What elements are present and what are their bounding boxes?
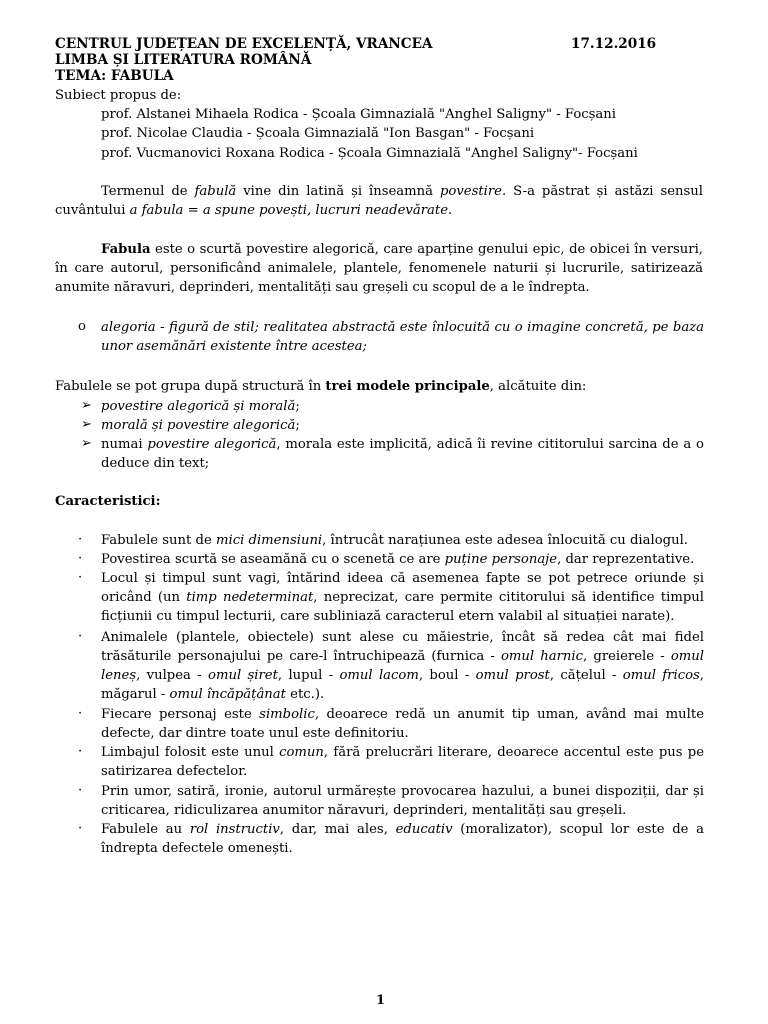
dot-bullet-icon: ·: [78, 629, 83, 644]
arrow-bullet-icon: ➢: [81, 398, 93, 413]
header-institution: CENTRUL JUDEȚEAN DE EXCELENȚĂ, VRANCEA: [55, 36, 433, 52]
dot-bullet-icon: ·: [78, 783, 83, 798]
author-3: prof. Vucmanovici Roxana Rodica - Școala Gimnazială "Anghel Saligny"- Focșani: [101, 146, 638, 161]
dot-bullet-icon: ·: [78, 570, 83, 585]
author-1: prof. Alstanei Mihaela Rodica - Școala Gimnazială "Anghel Saligny" - Focșani: [101, 107, 616, 122]
authors-intro: Subiect propus de:: [55, 88, 182, 103]
header-subject: LIMBA ȘI LITERATURA ROMÂNĂ: [55, 52, 312, 68]
paragraph-fabula-term: Termenul de fabulă vine din latină și înseamnă povestire. S-a păstrat și astăzi sensul cuvântului a fabula = a spune povești, lucruri neadevărate.: [55, 184, 704, 218]
section-title-caracteristici: Caracteristici:: [55, 494, 161, 509]
dot-bullet-icon: ·: [78, 821, 83, 836]
arrow-bullet-icon: ➢: [81, 417, 93, 432]
dot-bullet-icon: ·: [78, 744, 83, 759]
page-number: 1: [376, 993, 386, 1008]
paragraph-fabula-definition: Fabula este o scurtă povestire alegorică, care aparține genului epic, de obicei în versuri, în care autorul, personificând animalele, plantele, fenomenele naturii și lucrurile, satirizează anumite năravuri, deprinderi, mentalități sau greșeli cu scopul de a le îndrepta.: [55, 242, 703, 295]
arrow-bullet-icon: ➢: [81, 436, 93, 451]
header-theme: TEMA: FABULA: [55, 68, 174, 84]
models-intro: Fabulele se pot grupa după structură în trei modele principale, alcătuite din:: [55, 379, 587, 394]
dot-bullet-icon: ·: [78, 706, 83, 721]
header-date: 17.12.2016: [571, 36, 657, 52]
dot-bullet-icon: ·: [78, 532, 83, 547]
circle-bullet-icon: o: [78, 319, 86, 334]
author-2: prof. Nicolae Claudia - Școala Gimnazială "Ion Basgan" - Focșani: [101, 126, 535, 141]
document-page: CENTRUL JUDEȚEAN DE EXCELENȚĂ, VRANCEA 17.12.2016 LIMBA ȘI LITERATURA ROMÂNĂ TEMA: FABULA Subiect propus de: prof. Alstanei Mihaela Rodica - Școala Gimnazială "Anghel Saligny" - Focșani prof. Nicolae Claudia - Școala Gimnazială "Ion Basgan" - Focșani prof. Vucmanovici Roxana Rodica - Școala Gimnazială "Anghel Saligny"- Focșani Termenul de fabulă vine din latină și înseamnă povestire. S-a păstrat și astăzi sensul cuvântului a fabula = a spune povești, lucruri neadevărate. Fabula este o scurtă povestire alegorică, care aparține genului epic, de obicei în versuri, în care autorul, personificând animalele, plantele, fenomenele naturii și lucrurile, satirizează anumite năravuri, deprinderi, mentalități sau greșeli cu scopul de a le îndrepta. o alegoria - figură de stil; realitatea abstractă este înlocuită cu o imagine concretă, pe baza unor asemănări existente între acestea; Fabulele se pot grupa după structură în trei modele principale, alcătuite din: ➢ povestire alegorică și morală; ➢ morală și povestire alegorică; ➢ numai povestire alegorică, morala este implicită, adică îi revine cititorului sarcina de a o deduce din text; Caracteristici: · Fabulele sunt de mici dimensiuni, întrucât narațiunea este adesea înlocuită cu dialogul. · Povestirea scurtă se aseamănă cu o scenetă ce are puține personaje, dar reprezentative. · Locul și timpul sunt vagi, întărind ideea că asemenea fapte se pot petrece oriunde și oricând (un timp nedeterminat, neprecizat, care permite cititorului să identifice timpul ficțiunii cu timpul lecturii, care subliniază caracterul etern valabil al situației narate). · Animalele (plantele, obiectele) sunt alese cu măiestrie, încât să redea cât mai fidel trăsăturile personajului pe care-l întruchipează (furnica - omul harnic, greierele - omul leneș, vulpea - omul șiret, lupul - omul lacom, boul - omul prost, cățelul - omul fricos, măgarul - omul încăpățânat etc.). · Fiecare personaj este simbolic, deoarece redă un anumit tip uman, având mai multe defecte, dar dintre toate unul este definitoriu. · Limbajul folosit este unul comun, fără prelucrări literare, deoarece accentul este pus pe satirizarea defectelor. · Prin umor, satiră, ironie, autorul urmărește provocarea hazului, a bunei dispoziții, dar și criticarea, ridiculizarea anumitor năravuri, deprinderi, mentalități sau greșeli. · Fabulele au rol instructiv, dar, mai ales, educativ (moralizator), scopul lor este de a îndrepta defectele omenești. 1: [55, 36, 704, 1008]
dot-bullet-icon: ·: [78, 551, 83, 566]
